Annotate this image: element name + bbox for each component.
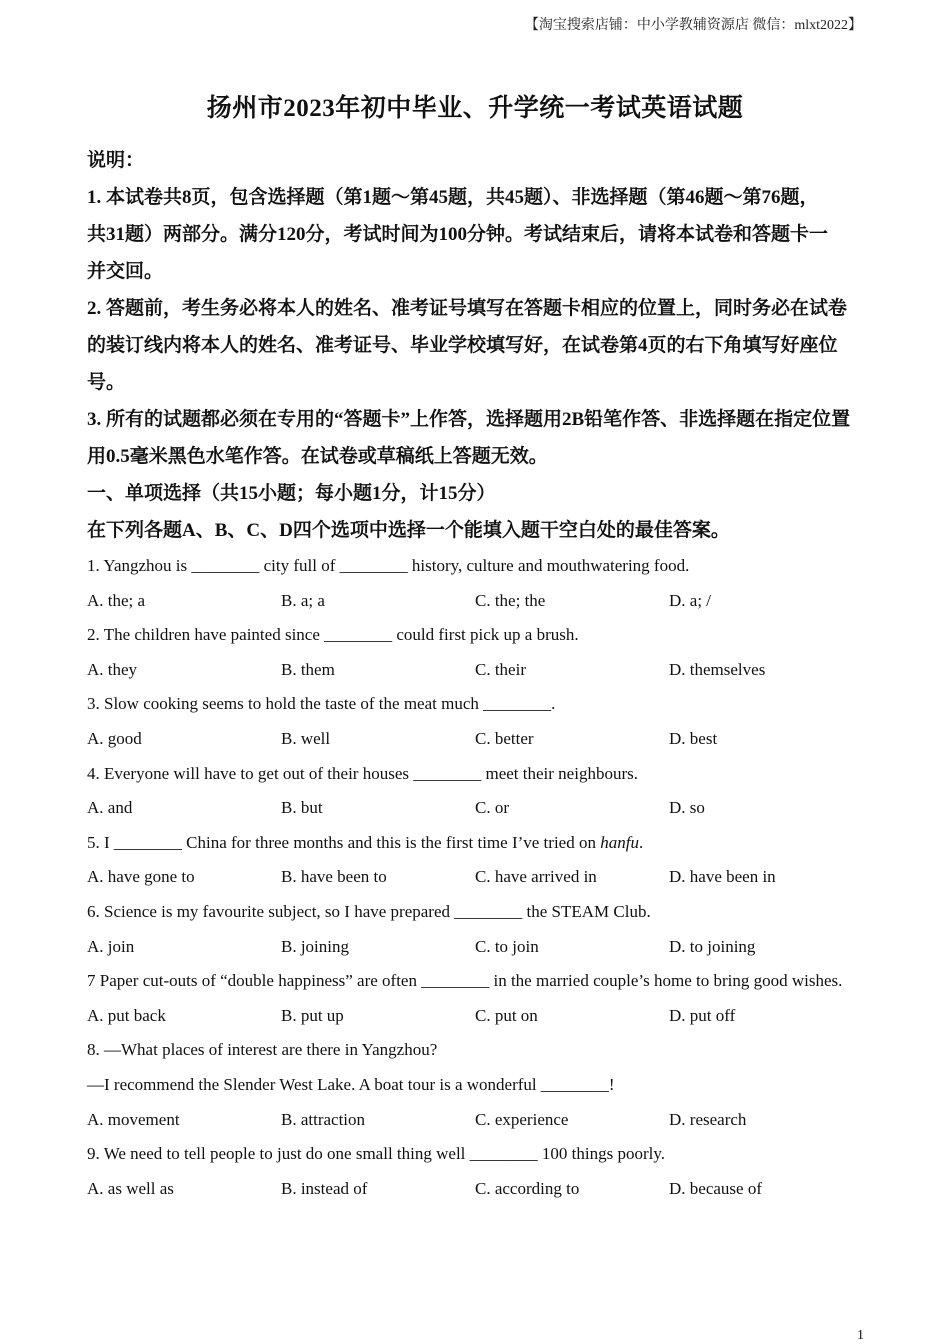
option-b: B. joining xyxy=(281,936,350,956)
question-stem-3: 3. Slow cooking seems to hold the taste of the meat much ________. xyxy=(87,694,556,714)
question-options-7 xyxy=(87,999,877,1034)
exam-content xyxy=(87,142,877,1206)
option-d: D. themselves xyxy=(669,659,766,679)
option-b: B. them xyxy=(281,659,335,679)
note-line: 的装订线内将本人的姓名、准考证号、毕业学校填写好，在试卷第4页的右下角填写好座位 xyxy=(87,335,838,356)
option-c: C. to join xyxy=(475,936,539,956)
option-c: C. or xyxy=(475,798,509,818)
option-a: A. put back xyxy=(87,1005,166,1025)
question-options-1 xyxy=(87,584,877,619)
option-c: C. their xyxy=(475,659,526,679)
option-c: C. the; the xyxy=(475,590,546,610)
note-line: 号。 xyxy=(87,372,126,393)
stem-text: 5. I ________ China for three months and this is the first time I’ve tried on xyxy=(87,832,601,852)
note-line: 共31题）两部分。满分120分，考试时间为100分钟。考试结束后，请将本试卷和答题卡一 xyxy=(87,224,829,245)
option-a: A. movement xyxy=(87,1109,180,1129)
option-a: A. have gone to xyxy=(87,867,195,887)
option-c: C. experience xyxy=(475,1109,569,1129)
option-b: B. put up xyxy=(281,1005,344,1025)
note-line: 用0.5毫米黑色水笔作答。在试卷或草稿纸上答题无效。 xyxy=(87,446,548,467)
option-d: D. because of xyxy=(669,1178,762,1198)
note-line: 1. 本试卷共8页，包含选择题（第1题～第45题，共45题）、非选择题（第46题～第76题， xyxy=(87,187,819,208)
option-b: B. have been to xyxy=(281,867,387,887)
header-note: 【淘宝搜索店铺：中小学教辅资源店 微信：mlxt2022】 xyxy=(524,18,862,33)
question-stem-2: 2. The children have painted since ________ could first pick up a brush. xyxy=(87,625,579,645)
question-stem-4: 4. Everyone will have to get out of their houses ________ meet their neighbours. xyxy=(87,763,638,783)
option-d: D. so xyxy=(669,798,705,818)
option-b: B. but xyxy=(281,798,323,818)
option-b: B. instead of xyxy=(281,1178,368,1198)
question-options-5 xyxy=(87,860,877,895)
option-d: D. have been in xyxy=(669,867,776,887)
question-stem-9: 9. We need to tell people to just do one small thing well ________ 100 things poorly. xyxy=(87,1144,665,1164)
question-options-3 xyxy=(87,722,877,757)
question-options-4 xyxy=(87,791,877,826)
option-c: C. according to xyxy=(475,1178,580,1198)
note-line: 2. 答题前，考生务必将本人的姓名、准考证号填写在答题卡相应的位置上，同时务必在试卷 xyxy=(87,298,848,319)
section-instruction: 在下列各题A、B、C、D四个选项中选择一个能填入题干空白处的最佳答案。 xyxy=(87,520,730,541)
option-d: D. a; / xyxy=(669,590,712,610)
option-c: C. put on xyxy=(475,1005,538,1025)
question-stem-8: 8. —What places of interest are there in Yangzhou? xyxy=(87,1040,438,1060)
option-b: B. a; a xyxy=(281,590,325,610)
note-line: 3. 所有的试题都必须在专用的“答题卡”上作答，选择题用2B铅笔作答、非选择题在指定位置 xyxy=(87,409,851,430)
option-a: A. good xyxy=(87,728,142,748)
stem-punct: . xyxy=(638,832,644,852)
option-d: D. put off xyxy=(669,1005,736,1025)
exam-title: 扬州市2023年初中毕业、升学统一考试英语试题 xyxy=(206,95,744,122)
question-options-8 xyxy=(87,1103,877,1138)
question-stem-8-reply: —I recommend the Slender West Lake. A boat tour is a wonderful ________! xyxy=(87,1074,615,1094)
option-d: D. best xyxy=(669,728,718,748)
question-options-6 xyxy=(87,930,877,965)
option-c: C. better xyxy=(475,728,534,748)
question-stem-7: 7 Paper cut-outs of “double happiness” are often ________ in the married couple’s home to bring good wishes. xyxy=(87,971,843,991)
option-d: D. research xyxy=(669,1109,747,1129)
option-c: C. have arrived in xyxy=(475,867,597,887)
option-b: B. well xyxy=(281,728,331,748)
page-number: 1 xyxy=(857,1328,864,1343)
stem-italic-word: hanfu xyxy=(600,832,639,852)
question-stem-5 xyxy=(87,826,877,861)
option-a: A. they xyxy=(87,659,138,679)
note-line: 并交回。 xyxy=(87,261,164,282)
option-a: A. the; a xyxy=(87,590,146,610)
question-stem-6: 6. Science is my favourite subject, so I have prepared ________ the STEAM Club. xyxy=(87,901,651,921)
option-a: A. as well as xyxy=(87,1178,174,1198)
option-d: D. to joining xyxy=(669,936,756,956)
question-options-2 xyxy=(87,653,877,688)
option-a: A. join xyxy=(87,936,135,956)
question-stem-1: 1. Yangzhou is ________ city full of ________ history, culture and mouthwatering food. xyxy=(87,556,690,575)
option-a: A. and xyxy=(87,798,133,818)
section-title: 一、单项选择（共15小题；每小题1分，计15分） xyxy=(87,483,496,504)
question-options-9 xyxy=(87,1172,877,1207)
option-b: B. attraction xyxy=(281,1109,366,1129)
notes-label: 说明： xyxy=(87,150,145,171)
